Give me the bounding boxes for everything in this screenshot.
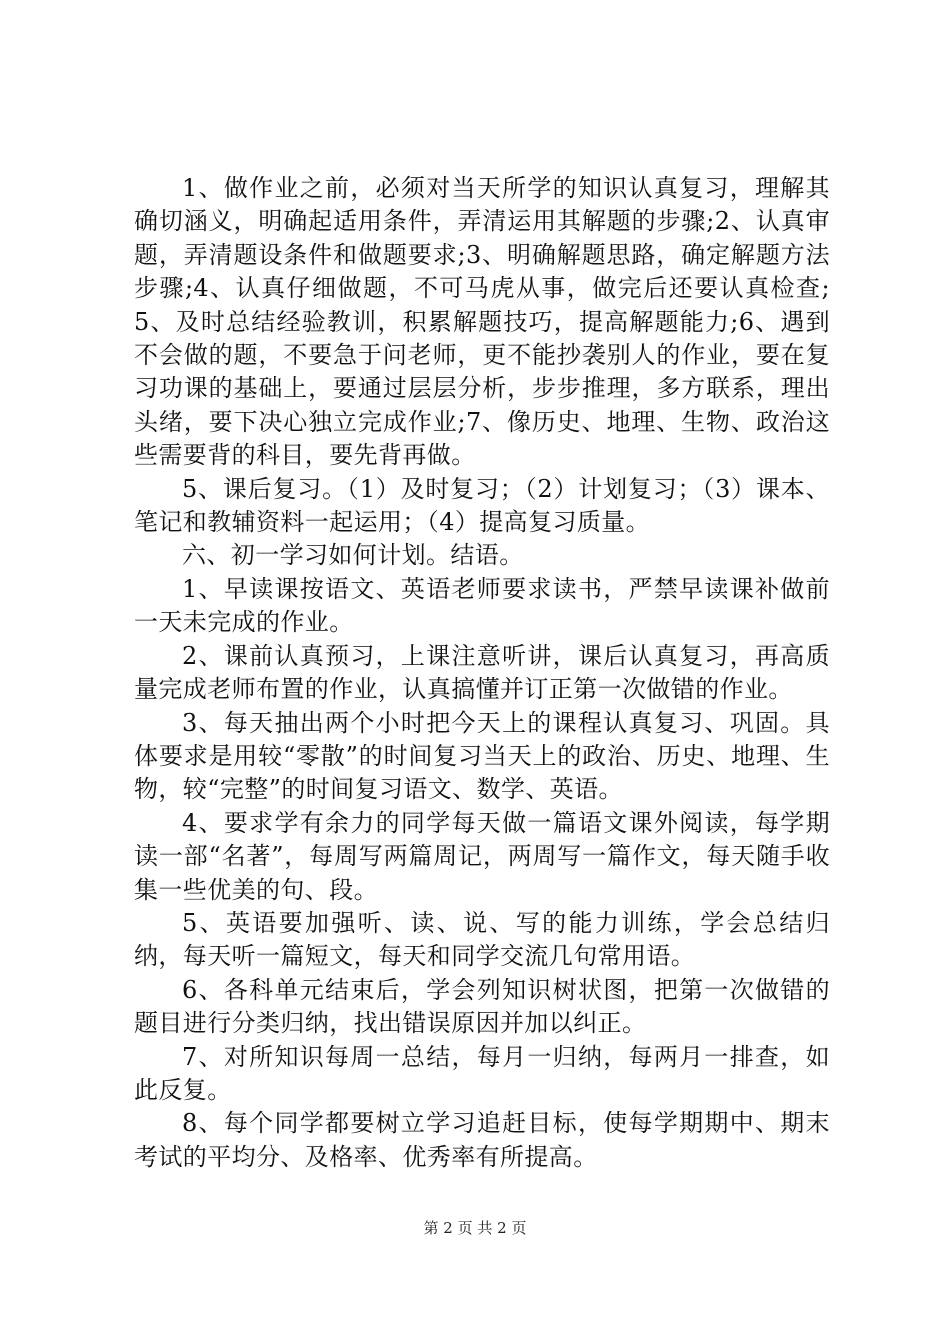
paragraph: 7、对所知识每周一总结，每月一归纳，每两月一排查，如此反复。 <box>134 1042 830 1104</box>
paragraph: 8、每个同学都要树立学习追赶目标，使每学期期中、期末考试的平均分、及格率、优秀率有所提高。 <box>134 1109 830 1171</box>
document-body <box>134 172 830 1174</box>
paragraph: 4、要求学有余力的同学每天做一篇语文课外阅读，每学期读一部“名著”，每周写两篇周记，两周写一篇作文，每天随手收集一些优美的句、段。 <box>134 808 830 904</box>
paragraph: 3、每天抽出两个小时把今天上的课程认真复习、巩固。具体要求是用较“零散”的时间复习当天上的政治、历史、地理、生物，较“完整”的时间复习语文、数学、英语。 <box>134 708 830 804</box>
paragraph: 1、做作业之前，必须对当天所学的知识认真复习，理解其确切涵义，明确起适用条件，弄清运用其解题的步骤;2、认真审题，弄清题设条件和做题要求;3、明确解题思路，确定解题方法步骤;4、认真仔细做题，不可马虎从事，做完后还要认真检查;5、及时总结经验教训，积累解题技巧，提高解题能力;6、遇到不会做的题，不要急于问老师，更不能抄袭别人的作业，要在复习功课的基础上，要通过层层分析，步步推理，多方联系，理出头绪，要下决心独立完成作业;7、像历史、地理、生物、政治这些需要背的科目，要先背再做。 <box>134 174 830 470</box>
page-number-footer: 第 2 页 共 2 页 <box>423 1219 527 1237</box>
paragraph: 2、课前认真预习，上课注意听讲，课后认真复习，再高质量完成老师布置的作业，认真搞懂并订正第一次做错的作业。 <box>134 641 830 704</box>
section-heading: 六、初一学习如何计划。结语。 <box>182 541 524 570</box>
paragraph: 5、课后复习。（1）及时复习；（2）计划复习；（3）课本、笔记和教辅资料一起运用；（4）提高复习质量。 <box>134 474 830 537</box>
paragraph: 6、各科单元结束后，学会列知识树状图，把第一次做错的题目进行分类归纳，找出错误原因并加以纠正。 <box>134 975 830 1038</box>
paragraph: 5、英语要加强听、读、说、写的能力训练，学会总结归纳，每天听一篇短文，每天和同学交流几句常用语。 <box>134 908 830 971</box>
paragraph: 1、早读课按语文、英语老师要求读书，严禁早读课补做前一天未完成的作业。 <box>134 574 830 637</box>
